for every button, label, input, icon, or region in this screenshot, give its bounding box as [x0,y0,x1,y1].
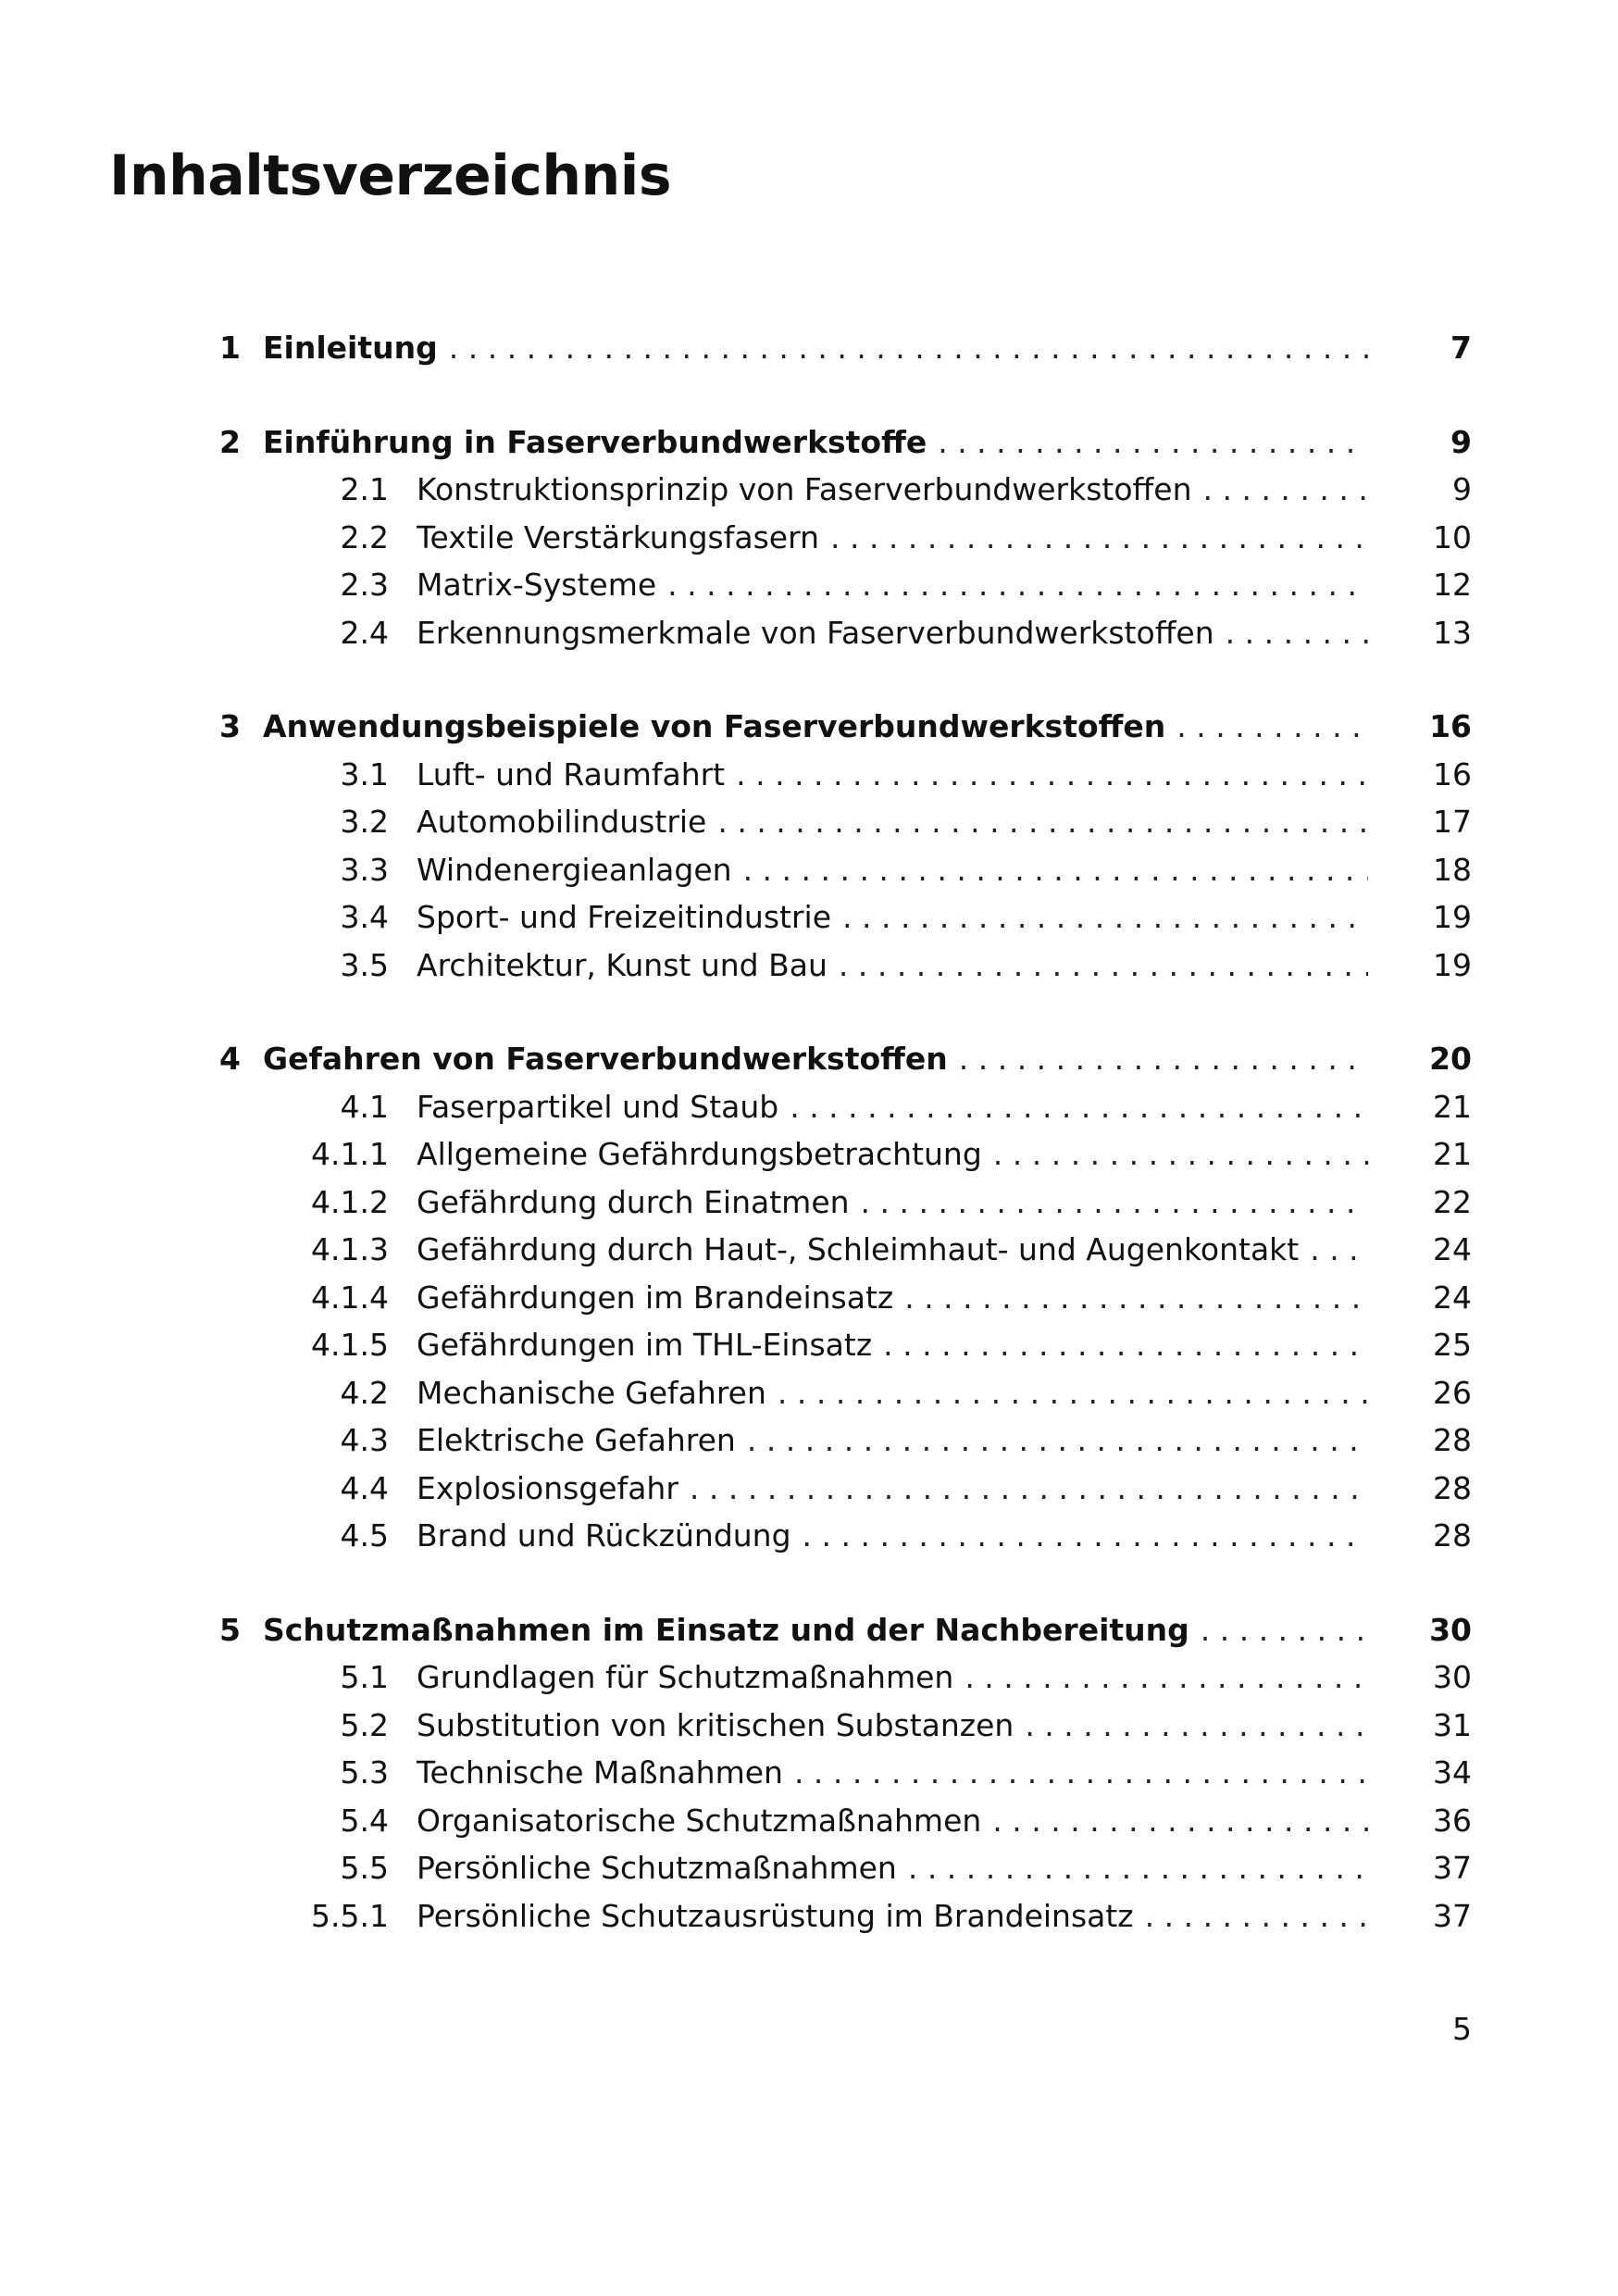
toc-entry-label: Einleitung [263,330,438,366]
dot-leader [883,1323,1368,1367]
toc-entry [263,420,1368,465]
toc-entry-number: 4.1.3 [311,1231,389,1267]
toc-entry-number: 2.2 [340,519,389,555]
toc-entry-number: 4 [219,1041,241,1077]
toc-entry [417,1418,1368,1463]
toc-entry-number: 4.4 [340,1470,389,1506]
dot-leader [1226,611,1368,655]
toc-entry-label: Luft- und Raumfahrt [417,756,726,792]
toc-entry-page: 30 [1429,1612,1472,1648]
toc-entry [417,1085,1368,1129]
toc-entry-page: 10 [1433,519,1472,555]
dot-leader [667,563,1368,607]
toc-entry-page: 37 [1433,1850,1472,1886]
toc-entry-page: 12 [1433,567,1472,603]
toc-section-row [0,468,1618,512]
dot-leader [778,1371,1368,1416]
toc-entry-number: 5.5 [340,1850,389,1886]
toc-entry [417,800,1368,844]
toc-section-row [0,800,1618,844]
toc-entry-number: 2.1 [340,471,389,507]
toc-entry-page: 20 [1429,1041,1472,1077]
toc-entry-number: 3.5 [340,947,389,983]
toc-entry-label: Sport- und Freizeitindustrie [417,899,831,935]
toc-entry-label: Persönliche Schutzmaßnahmen [417,1850,897,1886]
toc-entry-page: 13 [1433,615,1472,651]
toc-entry-number: 5.5.1 [311,1898,389,1934]
toc-chapter-row [0,1608,1618,1653]
toc-section-row [0,611,1618,655]
toc-entry-label: Einführung in Faserverbundwerkstoffe [263,424,927,460]
toc-chapter-row [0,326,1618,370]
toc-chapter-row [0,420,1618,465]
dot-leader [794,1751,1368,1795]
toc-entry-page: 7 [1450,330,1472,366]
toc-entry-label: Allgemeine Gefährdungsbetrachtung [417,1136,982,1172]
toc-entry [417,1514,1368,1558]
dot-leader [830,516,1368,560]
toc-entry-label: Explosionsgefahr [417,1470,678,1506]
toc-section-row [0,848,1618,892]
toc-entry-page: 22 [1433,1184,1472,1220]
toc-entry-label: Persönliche Schutzausrüstung im Brandeinsatz [417,1898,1134,1934]
toc-entry [263,1037,1368,1081]
toc-entry-label: Grundlagen für Schutzmaßnahmen [417,1659,954,1695]
toc-entry-number: 5.1 [340,1659,389,1695]
toc-section-row [0,1371,1618,1416]
toc-entry-page: 25 [1433,1327,1472,1363]
toc-entry-page: 24 [1433,1231,1472,1267]
toc-section-row [0,1655,1618,1700]
toc-entry-page: 31 [1433,1707,1472,1743]
toc-section-row [0,943,1618,988]
toc-entry [417,563,1368,607]
toc-entry-label: Faserpartikel und Staub [417,1089,779,1125]
toc-entry-page: 16 [1429,708,1472,744]
toc-entry-label: Substitution von kritischen Substanzen [417,1707,1014,1743]
toc-entry-label: Textile Verstärkungsfasern [417,519,819,555]
toc-section-row [0,1132,1618,1177]
toc-entry-page: 19 [1433,899,1472,935]
toc-entry-label: Automobilindustrie [417,804,707,840]
toc-entry-number: 3.2 [340,804,389,840]
toc-entry-page: 9 [1450,424,1472,460]
toc-entry-page: 37 [1433,1898,1472,1934]
toc-section-row [0,516,1618,560]
dot-leader [747,1418,1368,1463]
toc-section-row [0,1180,1618,1225]
toc-entry-number: 5 [219,1612,241,1648]
dot-leader [1025,1703,1368,1748]
toc-entry [417,1323,1368,1367]
toc-entry-number: 4.1.1 [311,1136,389,1172]
toc-entry-number: 3.4 [340,899,389,935]
toc-entry-label: Gefahren von Faserverbundwerkstoffen [263,1041,948,1077]
toc-section-row [0,1466,1618,1511]
toc-entry [417,1276,1368,1320]
dot-leader [1201,1608,1368,1653]
toc-section-row [0,1799,1618,1843]
toc-entry-label: Gefährdungen im Brandeinsatz [417,1279,894,1316]
toc-entry-label: Elektrische Gefahren [417,1422,736,1458]
toc-section-row [0,1228,1618,1272]
dot-leader [842,895,1368,940]
toc-entry-page: 17 [1433,804,1472,840]
toc-entry-label: Schutzmaßnahmen im Einsatz und der Nachbereitung [263,1612,1189,1648]
toc-entry-page: 26 [1433,1375,1472,1411]
toc-entry [417,1371,1368,1416]
toc-entry-label: Gefährdung durch Einatmen [417,1184,850,1220]
toc-entry-label: Erkennungsmerkmale von Faserverbundwerkstoffen [417,615,1214,651]
toc-entry-page: 28 [1433,1422,1472,1458]
toc-entry [417,848,1368,892]
toc-entry [417,753,1368,797]
toc-section-row [0,1703,1618,1748]
dot-leader [839,943,1368,988]
toc-entry [263,705,1368,749]
dot-leader [993,1132,1368,1177]
toc-section-row [0,1276,1618,1320]
toc-section-row [0,1514,1618,1558]
toc-entry-page: 16 [1433,756,1472,792]
toc-entry [417,1655,1368,1700]
page-title: Inhaltsverzeichnis [109,144,672,208]
toc-entry-number: 4.1.2 [311,1184,389,1220]
toc-entry [417,1132,1368,1177]
toc-entry-number: 5.3 [340,1754,389,1791]
toc-section-row [0,563,1618,607]
toc-section-row [0,753,1618,797]
page-number: 5 [1452,2011,1472,2047]
toc-entry-page: 28 [1433,1470,1472,1506]
dot-leader [1310,1228,1368,1272]
toc-entry-number: 4.1.4 [311,1279,389,1316]
dot-leader [449,326,1368,370]
dot-leader [690,1466,1368,1511]
toc-entry-number: 3 [219,708,241,744]
toc-entry-label: Anwendungsbeispiele von Faserverbundwerkstoffen [263,708,1166,744]
dot-leader [992,1799,1368,1843]
dot-leader [1145,1894,1368,1939]
toc-entry [417,1228,1368,1272]
toc-entry-number: 4.1.5 [311,1327,389,1363]
toc-entry [417,895,1368,940]
toc-section-row [0,1085,1618,1129]
toc-entry-page: 21 [1433,1136,1472,1172]
toc-entry-page: 9 [1452,471,1472,507]
toc-entry-label: Brand und Rückzündung [417,1517,791,1554]
toc-entry-number: 3.1 [340,756,389,792]
toc-entry-page: 21 [1433,1089,1472,1125]
dot-leader [743,848,1368,892]
toc-entry-page: 18 [1433,852,1472,888]
toc-entry-page: 28 [1433,1517,1472,1554]
dot-leader [861,1180,1368,1225]
toc-entry [417,1799,1368,1843]
toc-chapter-row [0,1037,1618,1081]
toc-entry [263,326,1368,370]
toc-section-row [0,1846,1618,1890]
toc-entry-page: 30 [1433,1659,1472,1695]
toc-entry-number: 2.4 [340,615,389,651]
toc-entry-page: 36 [1433,1803,1472,1839]
toc-section-row [0,1894,1618,1939]
dot-leader [959,1037,1368,1081]
toc-section-row [0,1418,1618,1463]
toc-entry [417,1751,1368,1795]
toc-entry-page: 19 [1433,947,1472,983]
toc-section-row [0,1751,1618,1795]
toc-entry-label: Technische Maßnahmen [417,1754,783,1791]
toc-entry-number: 1 [219,330,241,366]
dot-leader [904,1276,1368,1320]
toc-entry-number: 3.3 [340,852,389,888]
dot-leader [803,1514,1368,1558]
toc-entry [263,1608,1368,1653]
toc-entry-page: 34 [1433,1754,1472,1791]
toc-entry [417,1894,1368,1939]
toc-entry-number: 5.4 [340,1803,389,1839]
toc-entry [417,1703,1368,1748]
toc-entry-label: Mechanische Gefahren [417,1375,766,1411]
toc-entry-number: 2 [219,424,241,460]
toc-entry-label: Windenergieanlagen [417,852,732,888]
toc-entry-number: 4.2 [340,1375,389,1411]
toc-entry-label: Gefährdung durch Haut-, Schleimhaut- und Augenkontakt [417,1231,1300,1267]
toc-entry-page: 24 [1433,1279,1472,1316]
toc-entry [417,516,1368,560]
toc-entry-number: 4.3 [340,1422,389,1458]
toc-entry-label: Konstruktionsprinzip von Faserverbundwerkstoffen [417,471,1192,507]
dot-leader [1176,705,1368,749]
toc-section-row [0,895,1618,940]
toc-entry-number: 4.1 [340,1089,389,1125]
toc-entry-label: Organisatorische Schutzmaßnahmen [417,1803,982,1839]
toc-entry [417,943,1368,988]
toc-entry-number: 4.5 [340,1517,389,1554]
toc-entry [417,1180,1368,1225]
dot-leader [938,420,1368,465]
dot-leader [965,1655,1368,1700]
toc-entry [417,611,1368,655]
dot-leader [1203,468,1369,512]
toc-section-row [0,1323,1618,1367]
toc-entry-label: Gefährdungen im THL-Einsatz [417,1327,873,1363]
dot-leader [908,1846,1368,1890]
toc-entry-label: Architektur, Kunst und Bau [417,947,828,983]
dot-leader [736,753,1368,797]
toc-entry-label: Matrix-Systeme [417,567,657,603]
toc-entry-number: 2.3 [340,567,389,603]
toc-chapter-row [0,705,1618,749]
dot-leader [717,800,1368,844]
toc-entry-number: 5.2 [340,1707,389,1743]
toc-entry [417,1466,1368,1511]
toc-entry [417,468,1368,512]
toc-entry [417,1846,1368,1890]
dot-leader [790,1085,1368,1129]
